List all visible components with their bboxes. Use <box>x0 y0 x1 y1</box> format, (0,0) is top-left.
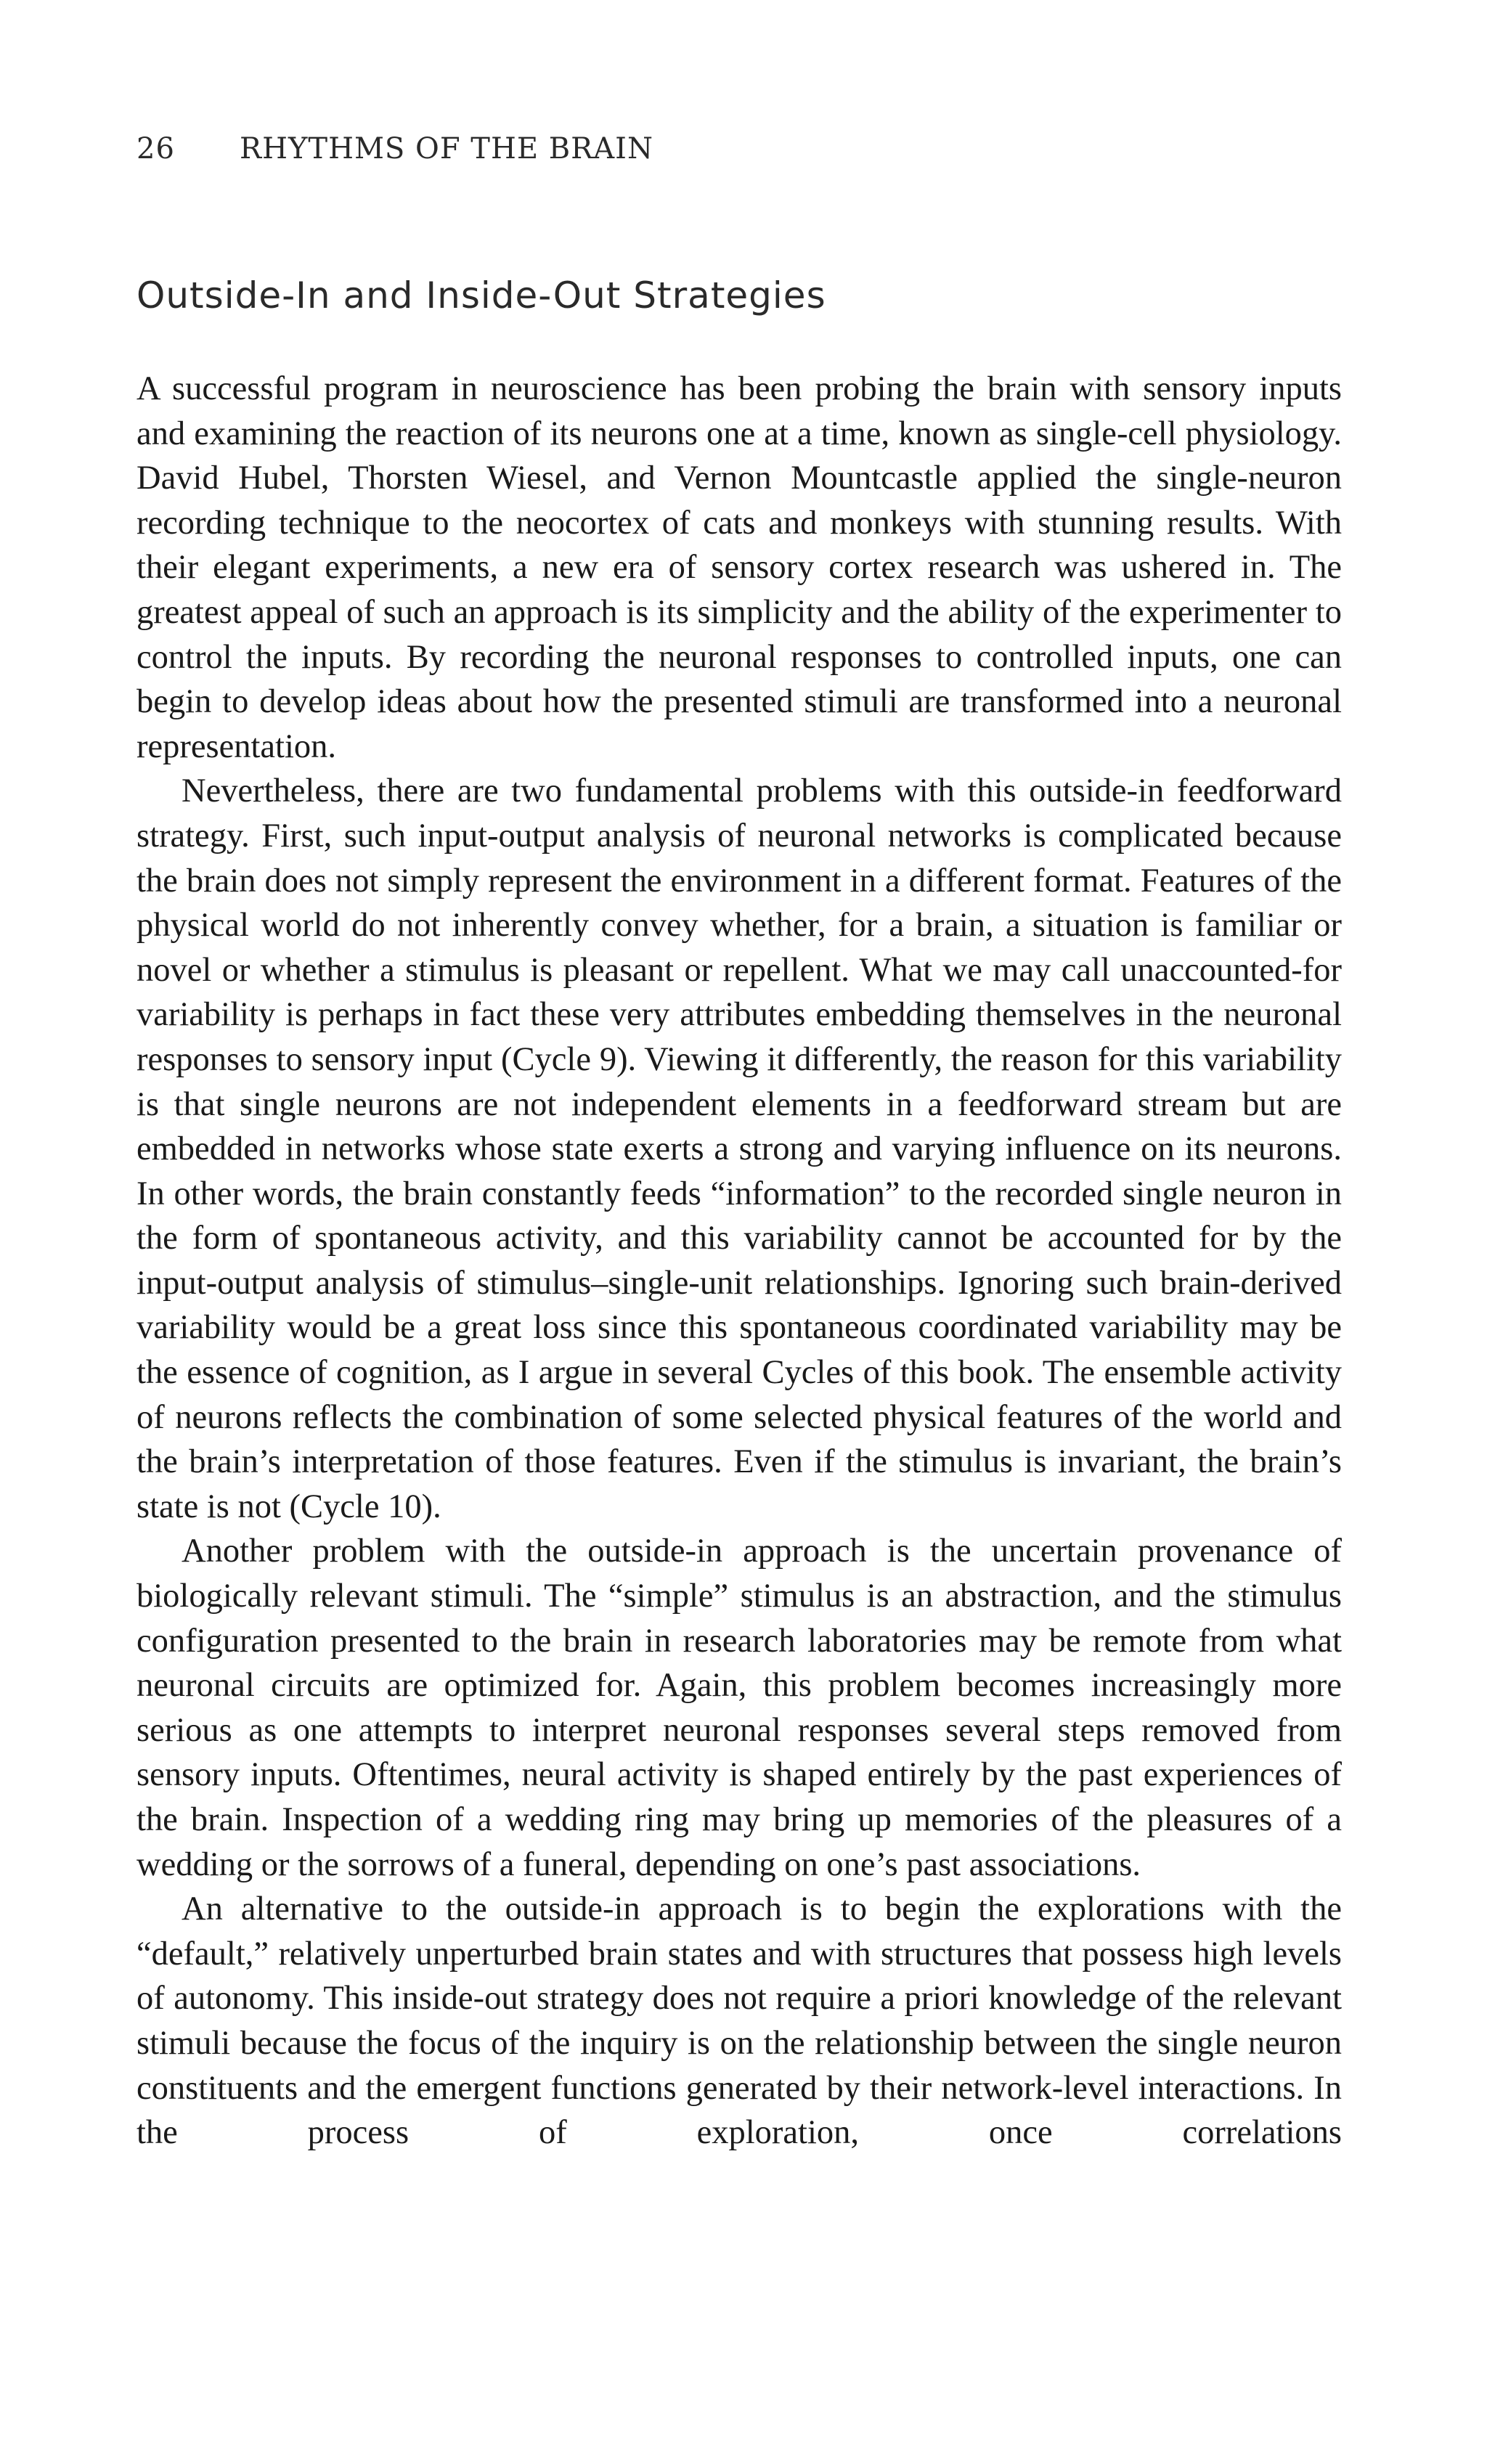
body-text <box>137 367 1342 2155</box>
section-heading: Outside-In and Inside-Out Strategies <box>137 274 826 317</box>
page-number: 26 <box>137 132 175 166</box>
paragraph-4: An alternative to the outside-in approach is to begin the explorations with the “default,” relatively unperturbed brain states and with structures that possess high levels of autonomy. This inside-out strategy does not require a priori knowledge of the relevant stimuli because the focus of the inquiry is on the relationship between the single neuron constituents and the emergent functions generated by their network-level interactions. In the process of exploration, once correlations <box>137 1890 1342 2152</box>
running-head <box>137 132 653 166</box>
paragraph-2: Nevertheless, there are two fundamental problems with this outside-in feedforward strategy. First, such input-output analysis of neuronal networks is complicated because the brain does not simply represent the environment in a different format. Features of the physical world do not inherently convey whether, for a brain, a situation is familiar or novel or whether a stimulus is pleasant or repellent. What we may call unaccounted-for variability is perhaps in fact these very attributes embedding themselves in the neuronal responses to sensory input (Cycle 9). Viewing it differently, the reason for this variability is that single neurons are not independent elements in a feedforward stream but are embedded in networks whose state exerts a strong and varying influence on its neurons. In other words, the brain constantly feeds “information” to the recorded single neuron in the form of spontaneous activity, and this variability cannot be accounted for by the input-output analysis of stimulus–single-unit relationships. Ignoring such brain-derived variability would be a great loss since this spontaneous coordinated variability may be the essence of cognition, as I argue in several Cycles of this book. The ensemble activity of neurons reflects the combination of some selected physical features of the world and the brain’s interpretation of those features. Even if the stimulus is invariant, the brain’s state is not (Cycle 10). <box>137 772 1342 1525</box>
running-head-title: RHYTHMS OF THE BRAIN <box>240 132 653 166</box>
paragraph-1: A successful program in neuroscience has been probing the brain with sensory inputs and examining the reaction of its neurons one at a time, known as single-cell physiology. David Hubel, Thorsten Wiesel, and Vernon Mountcastle applied the single-neuron recording technique to the neocortex of cats and monkeys with stunning results. With their elegant experiments, a new era of sensory cortex research was ushered in. The greatest appeal of such an approach is its simplicity and the ability of the experimenter to control the inputs. By recording the neuronal responses to controlled inputs, one can begin to develop ideas about how the presented stimuli are transformed into a neuronal representation. <box>137 370 1342 765</box>
paragraph-3: Another problem with the outside-in approach is the uncertain provenance of biologically relevant stimuli. The “simple” stimulus is an abstraction, and the stimulus configuration presented to the brain in research laboratories may be remote from what neuronal circuits are optimized for. Again, this problem becomes increasingly more serious as one attempts to interpret neuronal responses several steps removed from sensory inputs. Oftentimes, neural activity is shaped entirely by the past experiences of the brain. Inspection of a wedding ring may bring up memories of the pleasures of a wedding or the sorrows of a funeral, depending on one’s past associations. <box>137 1533 1342 1883</box>
